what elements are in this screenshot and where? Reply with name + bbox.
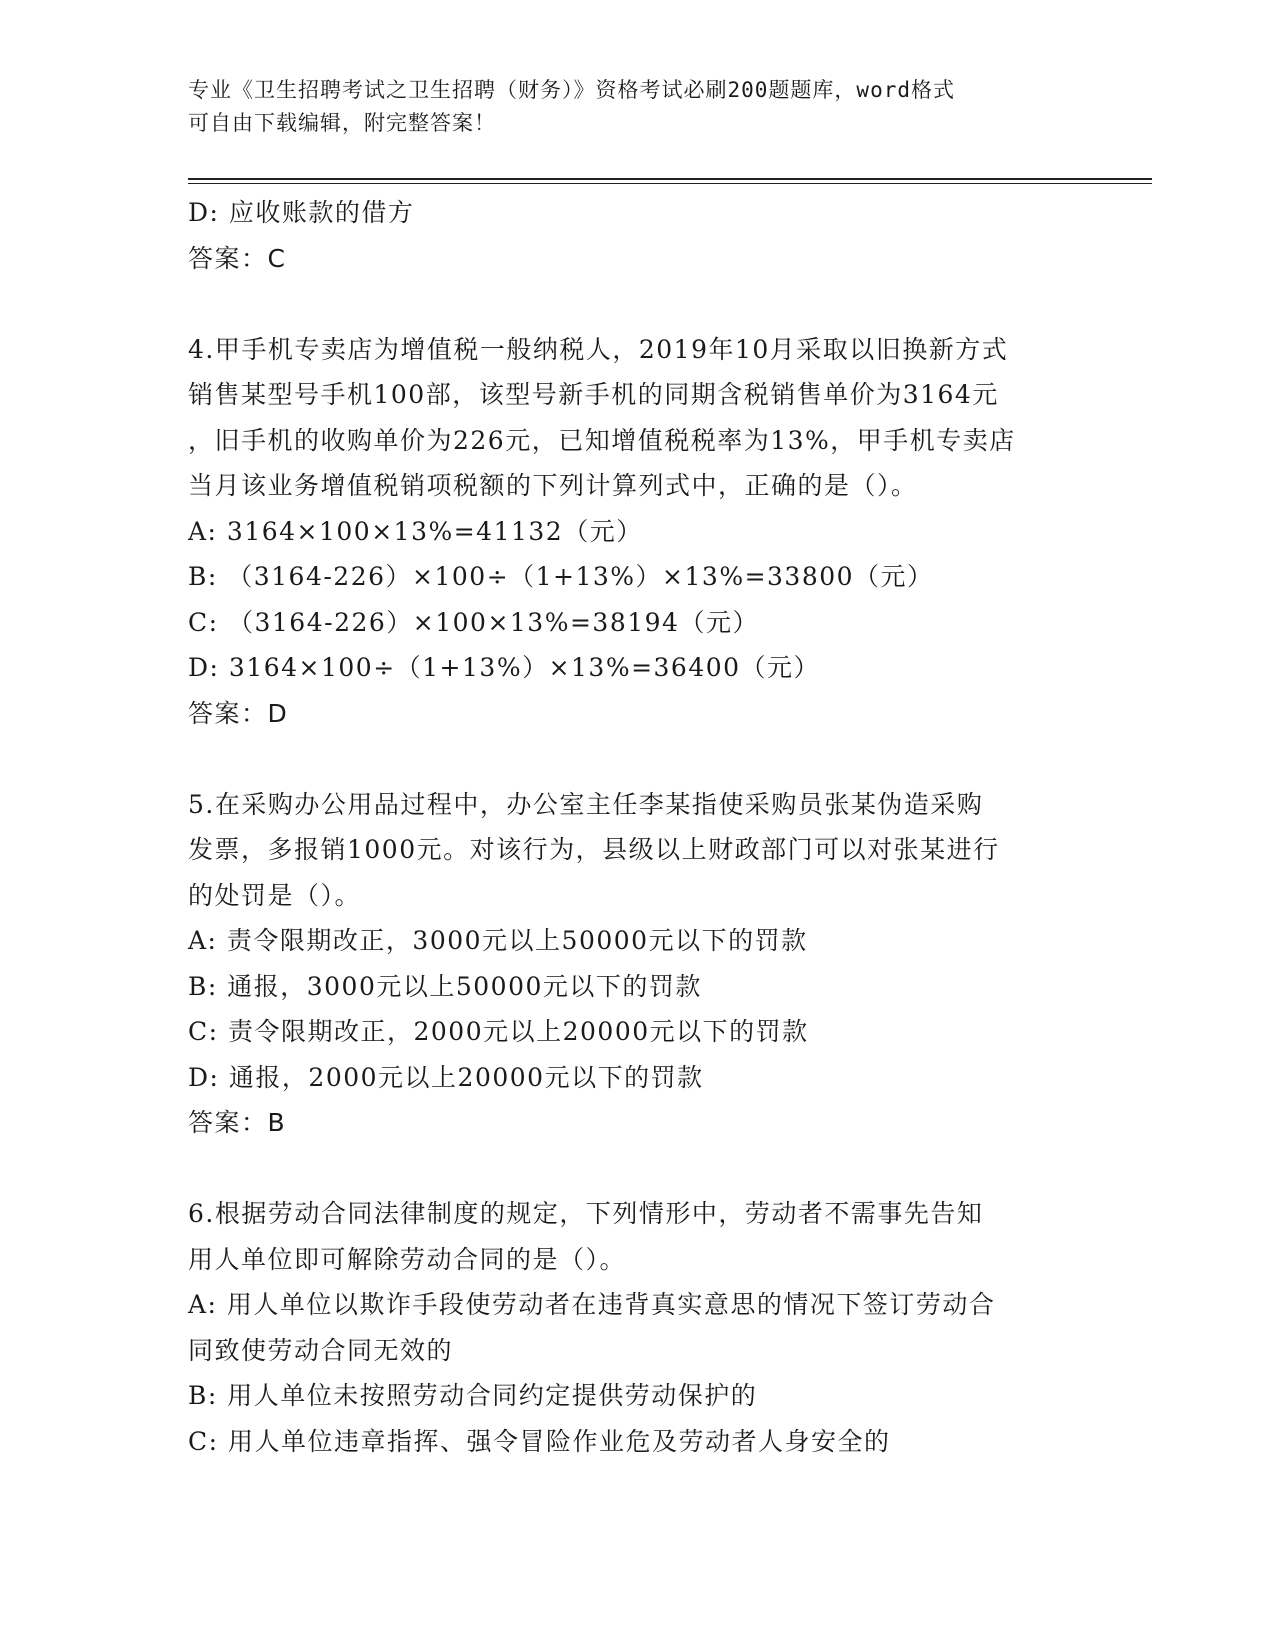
question-4 [188, 327, 1088, 737]
q4-option-a: A: 3164×100×13%=41132（元） [188, 516, 643, 546]
q4-option-d: D: 3164×100÷（1+13%）×13%=36400（元） [188, 653, 821, 682]
q5-answer: 答案：B [188, 1108, 287, 1137]
q4-answer: 答案：D [188, 698, 289, 728]
q6-option-a-continued: 同致使劳动合同无效的 [188, 1335, 454, 1365]
question-5 [188, 782, 1088, 1146]
q4-stem-line: 4.甲手机专卖店为增值税一般纳税人，2019年10月采取以旧换新方式 [188, 334, 1009, 364]
page-header [188, 74, 1088, 140]
q6-stem-line: 6.根据劳动合同法律制度的规定，下列情形中，劳动者不需事先告知 [188, 1199, 984, 1228]
q4-stem-line: 销售某型号手机100部，该型号新手机的同期含税销售单价为3164元 [188, 380, 999, 409]
q4-option-b: B: （3164-226）×100÷（1+13%）×13%=33800（元） [188, 562, 934, 591]
question-6 [188, 1191, 1088, 1464]
question-content [188, 190, 1088, 1464]
q4-stem-line: ，旧手机的收购单价为226元，已知增值税税率为13%，甲手机专卖店 [188, 425, 1016, 455]
q5-option-b: B: 通报，3000元以上50000元以下的罚款 [188, 971, 702, 1001]
q5-option-d: D: 通报，2000元以上20000元以下的罚款 [188, 1062, 704, 1092]
spacer [188, 281, 1088, 327]
q4-option-c: C: （3164-226）×100×13%=38194（元） [188, 607, 759, 637]
spacer [188, 1146, 1088, 1192]
q6-option-b: B: 用人单位未按照劳动合同约定提供劳动保护的 [188, 1381, 758, 1410]
q4-stem-line: 当月该业务增值税销项税额的下列计算列式中，正确的是（）。 [188, 471, 918, 500]
q6-option-a: A: 用人单位以欺诈手段使劳动者在违背真实意思的情况下签订劳动合 [188, 1290, 996, 1319]
header-line-1: 专业《卫生招聘考试之卫生招聘（财务）》资格考试必刷200题题库，word格式 [188, 78, 955, 102]
q5-stem-line: 5.在采购办公用品过程中，办公室主任李某指使采购员张某伪造采购 [188, 789, 984, 819]
q5-option-c: C: 责令限期改正，2000元以上20000元以下的罚款 [188, 1017, 809, 1046]
q3-option-d: D: 应收账款的借方 [188, 198, 415, 227]
header-line-2: 可自由下载编辑，附完整答案！ [188, 111, 496, 135]
q3-answer: 答案：C [188, 243, 287, 273]
q6-stem-line: 用人单位即可解除劳动合同的是（）。 [188, 1244, 627, 1274]
q5-stem-line: 发票，多报销1000元。对该行为，县级以上财政部门可以对张某进行 [188, 835, 1000, 864]
header-divider-thin [188, 183, 1152, 184]
spacer [188, 736, 1088, 782]
q5-stem-line: 的处罚是（）。 [188, 880, 362, 910]
q5-option-a: A: 责令限期改正，3000元以上50000元以下的罚款 [188, 926, 808, 955]
q6-option-c: C: 用人单位违章指挥、强令冒险作业危及劳动者人身安全的 [188, 1426, 891, 1456]
header-divider-thick [188, 178, 1152, 180]
